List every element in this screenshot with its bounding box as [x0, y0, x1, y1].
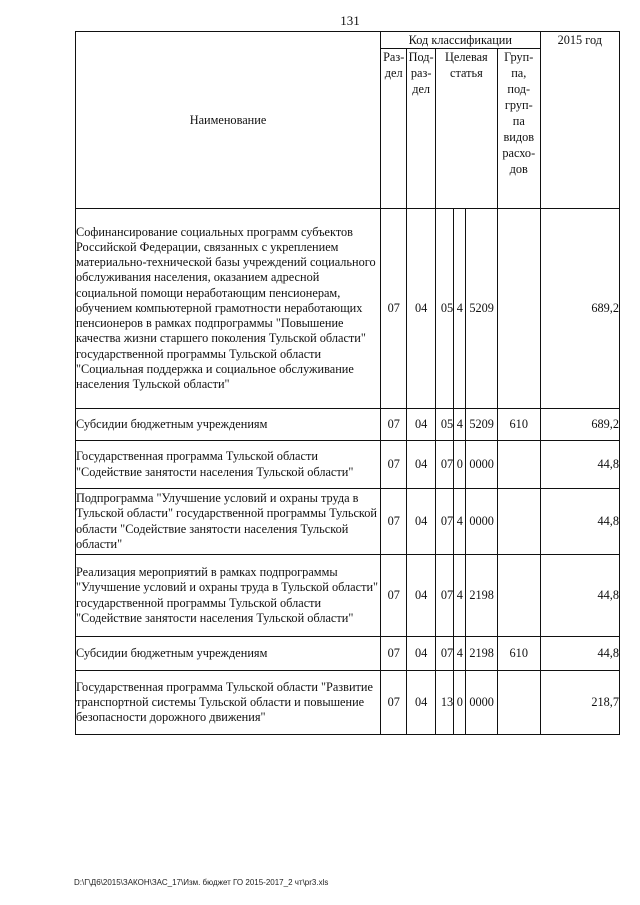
row-subsection: 04: [407, 637, 435, 671]
table-row: [76, 409, 620, 441]
row-name: Государственная программа Тульской области "Содействие занятости населения Тульской области": [76, 441, 381, 489]
header-expense-group: Груп- па, под- груп- па видов расхо- дов: [497, 49, 540, 209]
row-subsection: 04: [407, 555, 435, 637]
row-name: Субсидии бюджетным учреждениям: [76, 637, 381, 671]
header-name: Наименование: [76, 32, 381, 209]
row-subsection: 04: [407, 489, 435, 555]
row-target-1: 05: [435, 209, 453, 409]
row-target-1: 13: [435, 671, 453, 735]
row-subsection: 04: [407, 671, 435, 735]
row-group: 610: [497, 637, 540, 671]
budget-table: [75, 31, 620, 735]
row-target-1: 07: [435, 441, 453, 489]
row-target-1: 07: [435, 555, 453, 637]
row-target-1: 05: [435, 409, 453, 441]
row-group: [497, 555, 540, 637]
table-row: [76, 441, 620, 489]
row-amount: 44,8: [540, 555, 619, 637]
row-amount: 689,2: [540, 209, 619, 409]
header-code-group: Код классификации: [381, 32, 541, 49]
table-row: [76, 489, 620, 555]
header-subsection: Под- раз- дел: [407, 49, 435, 209]
table-row: [76, 671, 620, 735]
row-name: Реализация мероприятий в рамках подпрограммы "Улучшение условий и охраны труда в Тульской области" государственной программы Тульской области "Содействие занятости населения Тульской области": [76, 555, 381, 637]
row-amount: 218,7: [540, 671, 619, 735]
row-target-2: 0: [454, 441, 466, 489]
row-section: 07: [381, 671, 407, 735]
row-subsection: 04: [407, 209, 435, 409]
row-name: Подпрограмма "Улучшение условий и охраны труда в Тульской области" государственной программы Тульской области "Содействие занятости населения Тульской области": [76, 489, 381, 555]
row-target-3: 0000: [466, 441, 498, 489]
row-group: [497, 489, 540, 555]
row-group: [497, 671, 540, 735]
row-target-3: 2198: [466, 555, 498, 637]
header-section: Раз- дел: [381, 49, 407, 209]
table-row: [76, 555, 620, 637]
page-number: 131: [340, 13, 360, 28]
row-target-3: 0000: [466, 489, 498, 555]
header-target: Целевая статья: [435, 49, 497, 209]
row-name: Государственная программа Тульской области "Развитие транспортной системы Тульской области и повышение безопасности дорожного движения": [76, 671, 381, 735]
row-section: 07: [381, 209, 407, 409]
row-target-3: 2198: [466, 637, 498, 671]
row-section: 07: [381, 489, 407, 555]
row-amount: 44,8: [540, 489, 619, 555]
row-section: 07: [381, 637, 407, 671]
table-row: [76, 637, 620, 671]
file-path-footer: D:\Г\Д6\2015\ЗАКОН\ЗАС_17\Изм. бюджет ГО 2015-2017_2 чт\pr3.xls: [74, 878, 329, 887]
row-subsection: 04: [407, 441, 435, 489]
row-target-2: 4: [454, 555, 466, 637]
row-target-2: 4: [454, 209, 466, 409]
row-section: 07: [381, 409, 407, 441]
row-amount: 44,8: [540, 441, 619, 489]
row-name: Софинансирование социальных программ субъектов Российской Федерации, связанных с укреплением материально-технической базы учреждений социального обслуживания населения, оказанием адресной социальной помощи неработающим пенсионерам, обучением компьютерной грамотности неработающих пенсионеров в рамках подпрограммы "Повышение качества жизни старшего поколения Тульской области" государственной программы Тульской области "Социальная поддержка и социальное обслуживание населения Тульской области": [76, 209, 381, 409]
row-target-3: 5209: [466, 209, 498, 409]
row-target-1: 07: [435, 489, 453, 555]
row-group: [497, 209, 540, 409]
row-amount: 689,2: [540, 409, 619, 441]
row-target-2: 4: [454, 409, 466, 441]
row-section: 07: [381, 555, 407, 637]
row-section: 07: [381, 441, 407, 489]
row-target-2: 4: [454, 637, 466, 671]
row-target-3: 5209: [466, 409, 498, 441]
row-target-3: 0000: [466, 671, 498, 735]
row-target-2: 0: [454, 671, 466, 735]
row-amount: 44,8: [540, 637, 619, 671]
table-row: [76, 209, 620, 409]
row-subsection: 04: [407, 409, 435, 441]
row-group: [497, 441, 540, 489]
row-group: 610: [497, 409, 540, 441]
row-name: Субсидии бюджетным учреждениям: [76, 409, 381, 441]
row-target-2: 4: [454, 489, 466, 555]
row-target-1: 07: [435, 637, 453, 671]
header-year: 2015 год: [540, 32, 619, 209]
